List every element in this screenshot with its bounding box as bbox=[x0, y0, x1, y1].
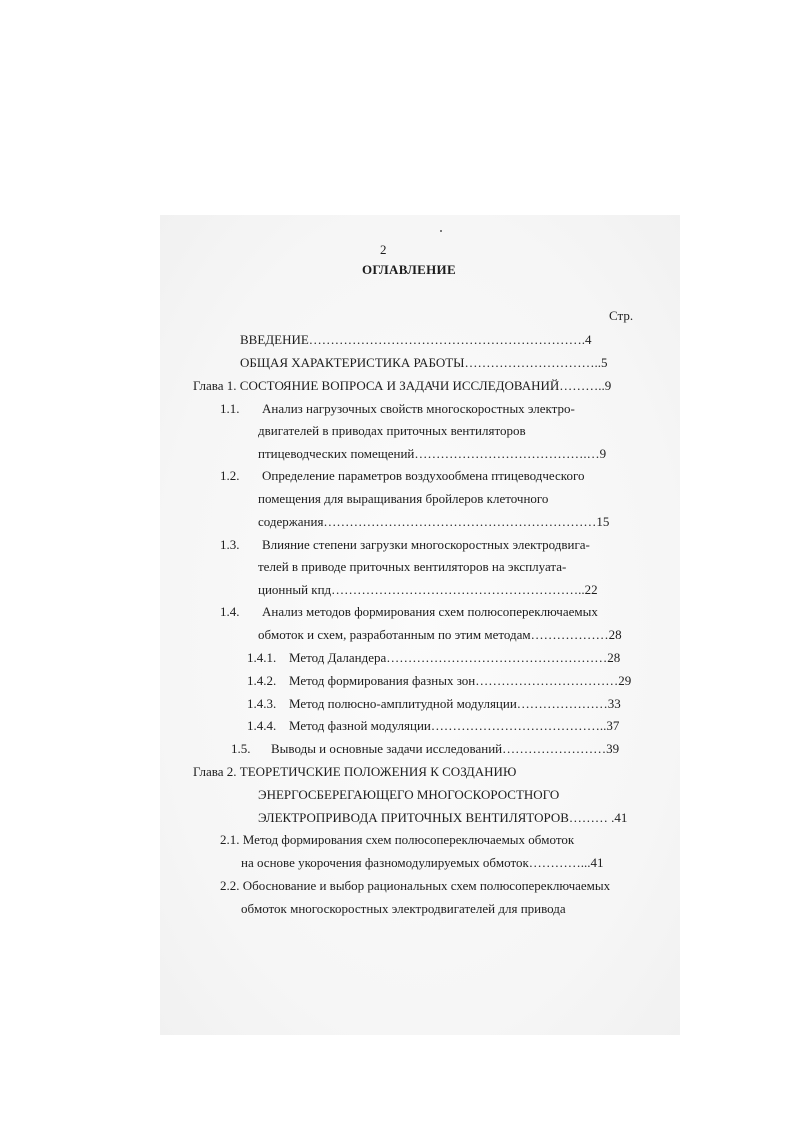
toc-entry-general: ОБЩАЯ ХАРАКТЕРИСТИКА РАБОТЫ…………………………..5 bbox=[240, 355, 608, 370]
page-column-label: Стр. bbox=[609, 308, 634, 323]
toc-entry-1-1-line-3: птицеводческих помещений………………………………….…9 bbox=[258, 446, 607, 461]
toc-entry-chapter-1: Глава 1. СОСТОЯНИЕ ВОПРОСА И ЗАДАЧИ ИССЛЕДОВАНИЙ………..9 bbox=[193, 378, 612, 393]
toc-entry-1-1-line-2: двигателей в приводах приточных вентиляторов bbox=[258, 423, 526, 438]
toc-entry-1-1-line-1: Анализ нагрузочных свойств многоскоростных электро- bbox=[262, 401, 575, 416]
toc-entry-intro: ВВЕДЕНИЕ……………………………………………………….4 bbox=[240, 332, 592, 347]
toc-entry-2-1-line-1: 2.1. Метод формирования схем полюсопереключаемых обмоток bbox=[220, 832, 575, 847]
toc-entry-2-2-line-1: 2.2. Обоснование и выбор рациональных схем полюсопереключаемых bbox=[220, 878, 611, 893]
toc-section-number: 1.4. bbox=[220, 604, 240, 619]
toc-entry-1-3-line-1: Влияние степени загрузки многоскоростных электродвига- bbox=[262, 537, 590, 552]
toc-subsection-number: 1.4.1. bbox=[247, 650, 277, 665]
toc-entry-chapter-2-line-1: Глава 2. ТЕОРЕТИЧСКИЕ ПОЛОЖЕНИЯ К СОЗДАНИЮ bbox=[193, 764, 517, 779]
page-number: 2 bbox=[380, 242, 387, 257]
toc-subsection-number: 1.4.2. bbox=[247, 673, 277, 688]
toc-entry-1-5: Выводы и основные задачи исследований……………………39 bbox=[271, 741, 620, 756]
toc-section-number: 1.5. bbox=[231, 741, 251, 756]
toc-entry-1-2-line-1: Определение параметров воздухообмена птицеводческого bbox=[262, 468, 585, 483]
toc-entry-1-3-line-3: ционный кпд…………………………………………………..22 bbox=[258, 582, 598, 597]
toc-section-number: 1.1. bbox=[220, 401, 240, 416]
toc-entry-1-4-line-2: обмоток и схем, разработанным по этим методам………………28 bbox=[258, 627, 622, 642]
toc-subsection-number: 1.4.3. bbox=[247, 696, 277, 711]
toc-entry-1-4-4: Метод фазной модуляции…………………………………..37 bbox=[289, 718, 620, 733]
toc-entry-1-2-line-2: помещения для выращивания бройлеров клеточного bbox=[258, 491, 549, 506]
toc-entry-1-4-line-1: Анализ методов формирования схем полюсопереключаемых bbox=[262, 604, 598, 619]
page-title: ОГЛАВЛЕНИЕ bbox=[362, 262, 456, 277]
toc-section-number: 1.3. bbox=[220, 537, 240, 552]
toc-entry-1-3-line-2: телей в приводе приточных вентиляторов на эксплуата- bbox=[258, 559, 567, 574]
toc-entry-2-2-line-2: обмоток многоскоростных электродвигателей для привода bbox=[241, 901, 566, 916]
toc-entry-1-4-1: Метод Даландера……………………………………………28 bbox=[289, 650, 621, 665]
toc-section-number: 1.2. bbox=[220, 468, 240, 483]
toc-entry-1-4-2: Метод формирования фазных зон……………………………29 bbox=[289, 673, 632, 688]
toc-entry-chapter-2-line-3: ЭЛЕКТРОПРИВОДА ПРИТОЧНЫХ ВЕНТИЛЯТОРОВ……… .41 bbox=[258, 810, 628, 825]
scan-speck bbox=[440, 230, 442, 232]
toc-entry-2-1-line-2: на основе укорочения фазномодулируемых обмоток…………...41 bbox=[241, 855, 604, 870]
toc-subsection-number: 1.4.4. bbox=[247, 718, 277, 733]
toc-entry-chapter-2-line-2: ЭНЕРГОСБЕРЕГАЮЩЕГО МНОГОСКОРОСТНОГО bbox=[258, 787, 560, 802]
toc-entry-1-4-3: Метод полюсно-амплитудной модуляции…………………33 bbox=[289, 696, 621, 711]
toc-entry-1-2-line-3: содержания………………………………………………………15 bbox=[258, 514, 610, 529]
